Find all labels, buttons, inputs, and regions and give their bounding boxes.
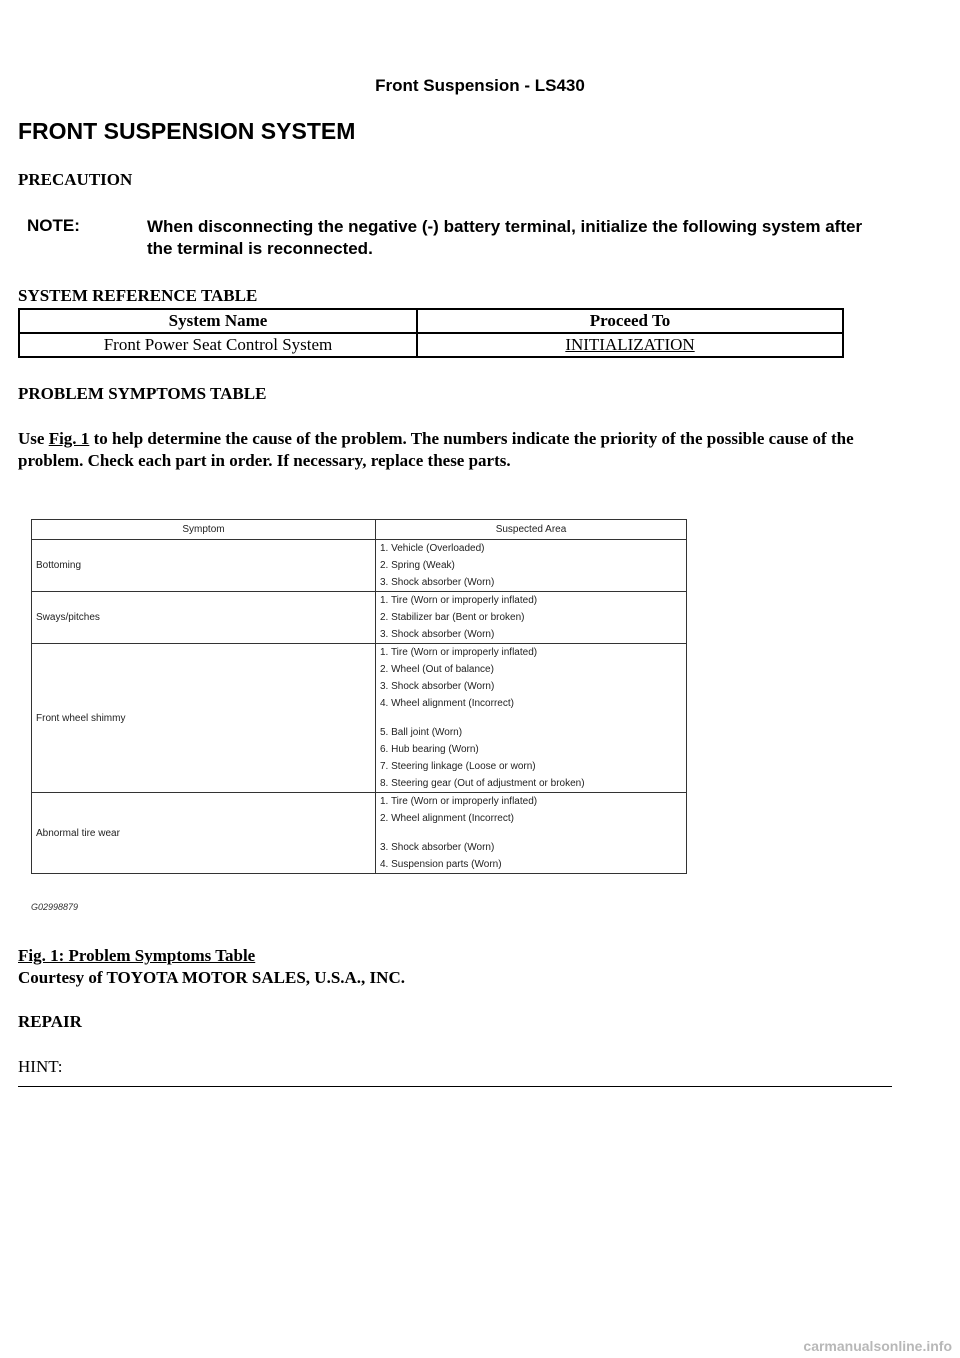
list-item: 3. Shock absorber (Worn) bbox=[380, 629, 495, 640]
table-row bbox=[32, 540, 687, 592]
list-item: 6. Hub bearing (Worn) bbox=[380, 744, 479, 755]
system-reference-table bbox=[18, 308, 844, 358]
column-header-proceed-to: Proceed To bbox=[417, 309, 843, 333]
list-item: 2. Spring (Weak) bbox=[380, 560, 455, 571]
symptoms-table bbox=[31, 519, 687, 874]
symptom-cell: Bottoming bbox=[32, 540, 376, 592]
page-title: FRONT SUSPENSION SYSTEM bbox=[18, 118, 356, 144]
column-header-symptom: Symptom bbox=[32, 520, 376, 540]
figure-caption-title: Fig. 1: Problem Symptoms Table bbox=[18, 946, 256, 965]
watermark: carmanualsonline.info bbox=[803, 1338, 952, 1354]
list-item: 3. Shock absorber (Worn) bbox=[380, 842, 495, 853]
column-header-suspected-area: Suspected Area bbox=[376, 520, 687, 540]
hint-label: HINT: bbox=[18, 1057, 63, 1076]
list-item: 2. Stabilizer bar (Bent or broken) bbox=[380, 612, 525, 623]
problem-symptoms-paragraph bbox=[18, 428, 898, 472]
note-text: When disconnecting the negative (-) battery terminal, initialize the following system after the terminal is reconnected. bbox=[147, 217, 863, 258]
problem-symptoms-figure bbox=[31, 519, 687, 895]
system-reference-heading: SYSTEM REFERENCE TABLE bbox=[18, 286, 258, 305]
system-name-cell: Front Power Seat Control System bbox=[19, 333, 417, 357]
list-item: 1. Tire (Worn or improperly inflated) bbox=[380, 595, 538, 606]
symptom-cell: Abnormal tire wear bbox=[32, 793, 376, 874]
note-label: NOTE: bbox=[27, 216, 80, 235]
list-item: 4. Wheel alignment (Incorrect) bbox=[380, 698, 514, 709]
table-row bbox=[32, 644, 687, 793]
repair-heading: REPAIR bbox=[18, 1012, 82, 1031]
figure-header-row bbox=[32, 520, 687, 540]
figure-caption bbox=[18, 945, 405, 989]
column-header-system-name: System Name bbox=[19, 309, 417, 333]
symptom-cell: Sways/pitches bbox=[32, 592, 376, 644]
list-item: 5. Ball joint (Worn) bbox=[380, 727, 463, 738]
list-item: 1. Vehicle (Overloaded) bbox=[380, 543, 485, 554]
list-item: 8. Steering gear (Out of adjustment or broken) bbox=[380, 778, 585, 789]
figure-courtesy: Courtesy of TOYOTA MOTOR SALES, U.S.A., INC. bbox=[18, 968, 405, 987]
precaution-heading: PRECAUTION bbox=[18, 170, 133, 189]
list-item: 7. Steering linkage (Loose or worn) bbox=[380, 761, 536, 772]
table-row bbox=[32, 592, 687, 644]
figure-code: G02998879 bbox=[31, 902, 79, 912]
divider bbox=[18, 1086, 892, 1087]
list-item: 1. Tire (Worn or improperly inflated) bbox=[380, 647, 538, 658]
list-item: 2. Wheel alignment (Incorrect) bbox=[380, 813, 514, 824]
table-row bbox=[19, 333, 843, 357]
table-header-row bbox=[19, 309, 843, 333]
initialization-link[interactable]: INITIALIZATION bbox=[565, 335, 695, 354]
suspected-area-cell bbox=[376, 644, 687, 793]
list-item: 2. Wheel (Out of balance) bbox=[380, 664, 494, 675]
para-prefix: Use bbox=[18, 429, 49, 448]
table-row bbox=[32, 793, 687, 874]
symptom-cell: Front wheel shimmy bbox=[32, 644, 376, 793]
list-item: 1. Tire (Worn or improperly inflated) bbox=[380, 796, 538, 807]
suspected-area-cell bbox=[376, 793, 687, 874]
problem-symptoms-heading: PROBLEM SYMPTOMS TABLE bbox=[18, 384, 267, 403]
suspected-area-cell bbox=[376, 540, 687, 592]
suspected-area-cell bbox=[376, 592, 687, 644]
fig-1-link[interactable]: Fig. 1 bbox=[48, 429, 90, 448]
document-header: Front Suspension - LS430 bbox=[375, 76, 585, 95]
list-item: 4. Suspension parts (Worn) bbox=[380, 859, 502, 870]
para-suffix: to help determine the cause of the problem. The numbers indicate the priority of the possible cause of the problem. Check each part in order. If necessary, replace these parts. bbox=[18, 429, 854, 470]
proceed-to-cell bbox=[417, 333, 843, 357]
list-item: 3. Shock absorber (Worn) bbox=[380, 577, 495, 588]
list-item: 3. Shock absorber (Worn) bbox=[380, 681, 495, 692]
